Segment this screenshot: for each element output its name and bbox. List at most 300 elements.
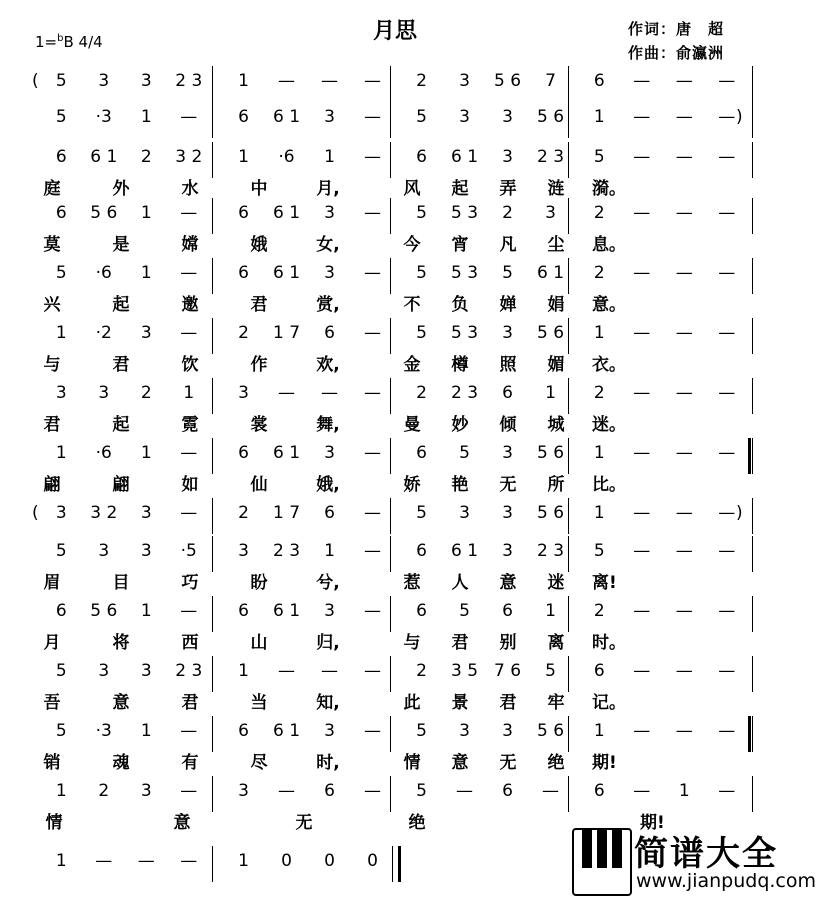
lyric-syllable: 情 — [45, 813, 63, 833]
sustain-dash: — — [718, 71, 736, 91]
composer-credit: 作曲：俞瀛洲 — [628, 44, 725, 62]
score-row — [0, 382, 790, 444]
note: 6 — [238, 203, 249, 223]
bar-line — [212, 846, 213, 882]
lyric-syllable: 起 — [112, 415, 130, 435]
bar-line — [390, 66, 391, 102]
bar-line — [752, 198, 753, 234]
song-title: 月思 — [372, 19, 417, 44]
lyric-syllable: 漪。 — [592, 179, 626, 199]
note: 3 — [140, 781, 152, 801]
lyric-syllable: 弄 — [499, 179, 517, 199]
key-signature — [35, 33, 103, 51]
score-row — [0, 262, 790, 324]
bar-line — [390, 498, 391, 534]
lyric-syllable: 兴 — [43, 295, 61, 315]
note: 1 — [593, 323, 605, 343]
sustain-dash: — — [278, 71, 295, 91]
note: 2 — [416, 661, 427, 681]
lyric-syllable: 离 — [547, 633, 565, 653]
note: 5 — [416, 781, 427, 801]
bar-line — [212, 142, 213, 178]
sustain-dash: — — [364, 541, 381, 561]
sustain-dash: — — [718, 323, 736, 343]
note: 5 — [416, 107, 427, 127]
lyric-syllable: 裳 — [250, 415, 268, 435]
sustain-dash: — — [718, 721, 736, 741]
lyric-syllable: 君 — [499, 693, 517, 713]
lyric-syllable: 西 — [181, 633, 199, 653]
note: 2 3 — [272, 541, 301, 561]
note: 5 3 — [450, 323, 479, 343]
note: 6 1 — [272, 721, 301, 741]
lyric-syllable: 期! — [592, 753, 617, 773]
note: 3 — [98, 71, 110, 91]
sustain-dash: — — [675, 601, 693, 621]
note: 5 — [55, 721, 67, 741]
note: 7 6 — [493, 661, 522, 681]
lyric-syllable: 比。 — [592, 475, 626, 495]
piano-keys-icon — [572, 828, 632, 896]
note: 3 — [459, 721, 470, 741]
lyric-syllable: 城 — [547, 415, 565, 435]
note: 3 — [324, 107, 335, 127]
lyric-syllable: 艳 — [451, 475, 469, 495]
lyric-syllable: 人 — [451, 573, 469, 593]
sustain-dash: — — [180, 781, 198, 801]
note: 3 — [502, 147, 513, 167]
note: 2 3 — [175, 661, 203, 681]
lyric-syllable: 起 — [451, 179, 469, 199]
note: 1 — [183, 383, 195, 403]
lyric-syllable: 娟 — [547, 295, 565, 315]
note: 5 — [416, 323, 427, 343]
note: ·6 — [278, 147, 295, 167]
sustain-dash: — — [718, 107, 736, 127]
note: 5 6 — [536, 107, 565, 127]
sustain-dash: — — [675, 383, 693, 403]
sustain-dash: — — [364, 721, 381, 741]
paren-open: ( — [32, 71, 39, 91]
note: 3 — [98, 661, 110, 681]
lyric-syllable: 无 — [295, 813, 313, 833]
sustain-dash: — — [675, 263, 693, 283]
lyric-syllable: 意。 — [592, 295, 626, 315]
note: 3 — [238, 781, 249, 801]
lyric-syllable: 别 — [499, 633, 517, 653]
bar-line — [390, 776, 391, 812]
bar-line — [212, 536, 213, 572]
note: 5 — [502, 263, 513, 283]
note: 3 5 — [450, 661, 479, 681]
sustain-dash: — — [364, 661, 381, 681]
note: 7 — [545, 71, 556, 91]
note: 6 — [55, 147, 67, 167]
sustain-dash: — — [364, 503, 381, 523]
bar-line — [390, 378, 391, 414]
sustain-dash: — — [364, 781, 381, 801]
sustain-dash: — — [718, 383, 736, 403]
note: 2 — [140, 147, 152, 167]
lyric-syllable: 妙 — [451, 415, 469, 435]
lyric-syllable: 赏, — [316, 295, 340, 315]
bar-line — [212, 656, 213, 692]
note: 2 — [98, 781, 110, 801]
note: 2 — [502, 203, 513, 223]
bar-line — [752, 378, 753, 414]
lyric-syllable: 娥 — [250, 235, 268, 255]
lyric-syllable: 迷。 — [592, 415, 626, 435]
lyric-syllable: 当 — [250, 693, 268, 713]
bar-line — [568, 378, 569, 414]
sustain-dash: — — [321, 71, 338, 91]
note: 1 — [140, 203, 152, 223]
bar-line — [568, 776, 569, 812]
bar-line — [212, 716, 213, 752]
note: 6 — [55, 203, 67, 223]
sustain-dash: — — [675, 661, 693, 681]
lyric-syllable: 归, — [316, 633, 340, 653]
lyric-syllable: 风 — [403, 179, 421, 199]
note: 6 1 — [536, 263, 565, 283]
lyric-syllable: 水 — [181, 179, 199, 199]
bar-line — [752, 536, 753, 572]
sustain-dash: — — [633, 503, 651, 523]
sustain-dash: — — [321, 383, 338, 403]
bar-line — [212, 776, 213, 812]
note: 6 — [238, 721, 249, 741]
lyric-syllable: 有 — [181, 753, 199, 773]
note: 6 1 — [272, 263, 301, 283]
lyric-syllable: 知, — [316, 693, 340, 713]
bar-line — [568, 536, 569, 572]
note: 6 — [593, 781, 605, 801]
note: 3 — [98, 541, 110, 561]
bar-line — [390, 142, 391, 178]
note: 3 — [324, 263, 335, 283]
note: ·5 — [180, 541, 197, 561]
score-row — [0, 202, 790, 264]
note: 5 — [416, 503, 427, 523]
sustain-dash: — — [718, 443, 736, 463]
note: 3 — [140, 503, 152, 523]
note: 2 — [238, 503, 249, 523]
note: 2 — [593, 263, 605, 283]
note: 3 — [459, 71, 470, 91]
note: 2 3 — [175, 71, 203, 91]
note: 3 — [502, 323, 513, 343]
note: 2 — [238, 323, 249, 343]
lyric-syllable: 樽 — [451, 355, 469, 375]
bar-line — [568, 66, 569, 102]
lyric-syllable: 欢, — [316, 355, 340, 375]
lyric-syllable: 尽 — [250, 753, 268, 773]
lyric-syllable: 所 — [547, 475, 565, 495]
lyric-syllable: 吾 — [43, 693, 61, 713]
note: 1 — [593, 443, 605, 463]
lyric-syllable: 中 — [250, 179, 268, 199]
note: 3 — [459, 503, 470, 523]
bar-line — [568, 102, 569, 138]
score-row — [0, 720, 790, 782]
note: 6 1 — [272, 107, 301, 127]
key-flat: b — [57, 33, 64, 44]
note: 5 — [55, 661, 67, 681]
note: 6 1 — [450, 541, 479, 561]
note: 5 6 — [536, 323, 565, 343]
note: 1 — [324, 147, 335, 167]
note: 1 — [238, 147, 249, 167]
note: 5 — [55, 263, 67, 283]
note: 5 6 — [90, 601, 118, 621]
note: 5 — [416, 721, 427, 741]
note: 1 — [140, 107, 152, 127]
sustain-dash: — — [718, 503, 736, 523]
note: 3 2 — [175, 147, 203, 167]
sustain-dash: — — [364, 383, 381, 403]
lyric-syllable: 君 — [43, 415, 61, 435]
note: 3 — [502, 721, 513, 741]
sustain-dash: — — [180, 851, 198, 871]
note: 5 — [593, 147, 605, 167]
note: 2 — [416, 383, 427, 403]
sustain-dash: — — [633, 71, 651, 91]
sustain-dash: — — [633, 263, 651, 283]
sustain-dash: — — [278, 661, 295, 681]
note: 6 — [416, 541, 427, 561]
note: 5 3 — [450, 203, 479, 223]
lyric-syllable: 今 — [403, 235, 421, 255]
note: 6 1 — [272, 203, 301, 223]
sustain-dash: — — [633, 781, 651, 801]
score-row — [0, 660, 790, 722]
logo-text: 简谱大全 — [634, 834, 778, 874]
sustain-dash: — — [180, 601, 198, 621]
lyric-syllable: 迷 — [547, 573, 565, 593]
sustain-dash: — — [364, 323, 381, 343]
lyric-syllable: 饮 — [181, 355, 199, 375]
note: 1 — [140, 721, 152, 741]
sustain-dash: — — [633, 541, 651, 561]
note: 1 — [55, 851, 67, 871]
lyric-syllable: 意 — [173, 813, 191, 833]
lyric-syllable: 君 — [451, 633, 469, 653]
score-row — [0, 540, 790, 602]
bar-line — [568, 596, 569, 632]
lyric-syllable: 无 — [499, 475, 517, 495]
bar-line — [752, 716, 753, 752]
note: 2 — [140, 383, 152, 403]
sustain-dash: — — [675, 541, 693, 561]
note: 5 — [593, 541, 605, 561]
lyric-syllable: 作 — [250, 355, 268, 375]
sustain-dash: — — [633, 383, 651, 403]
lyric-syllable: 此 — [403, 693, 421, 713]
sustain-dash: — — [675, 503, 693, 523]
note: 6 1 — [272, 601, 301, 621]
lyric-syllable: 月, — [316, 179, 340, 199]
lyric-syllable: 魂 — [112, 753, 130, 773]
note: 1 — [55, 781, 67, 801]
note: 1 — [238, 851, 249, 871]
bar-line — [212, 102, 213, 138]
note: 1 — [140, 443, 152, 463]
sustain-dash: — — [180, 323, 198, 343]
sustain-dash: — — [675, 443, 693, 463]
lyric-syllable: 意 — [499, 573, 517, 593]
lyric-syllable: 目 — [112, 573, 130, 593]
bar-line — [390, 536, 391, 572]
lyric-syllable: 情 — [403, 753, 421, 773]
bar-line — [568, 438, 569, 474]
note: 3 — [238, 541, 249, 561]
lyric-syllable: 意 — [112, 693, 130, 713]
score-row — [0, 600, 790, 662]
lyric-syllable: 意 — [451, 753, 469, 773]
note: 3 — [502, 107, 513, 127]
bar-line — [752, 656, 753, 692]
note: 3 — [502, 541, 513, 561]
sustain-dash: — — [633, 323, 651, 343]
lyric-syllable: 衣。 — [592, 355, 626, 375]
sustain-dash: — — [542, 781, 559, 801]
note: 2 — [416, 71, 427, 91]
note: 0 — [281, 851, 292, 871]
bar-line — [752, 142, 753, 178]
lyric-syllable: 娇 — [403, 475, 421, 495]
lyric-syllable: 婵 — [499, 295, 517, 315]
bar-line — [752, 102, 753, 138]
lyric-syllable: 盼 — [250, 573, 268, 593]
sustain-dash: — — [364, 203, 381, 223]
sustain-dash: — — [675, 71, 693, 91]
note: 5 — [416, 263, 427, 283]
lyric-syllable: 巧 — [181, 573, 199, 593]
note: 3 — [502, 503, 513, 523]
note: 6 — [593, 661, 605, 681]
note: 1 — [140, 601, 152, 621]
note: 5 — [55, 541, 67, 561]
note: 0 — [367, 851, 378, 871]
sustain-dash: — — [675, 721, 693, 741]
bar-line — [752, 258, 753, 294]
lyric-syllable: 宵 — [451, 235, 469, 255]
sustain-dash: — — [633, 601, 651, 621]
bar-line — [752, 498, 753, 534]
sustain-dash: — — [137, 851, 155, 871]
sustain-dash: — — [278, 781, 295, 801]
sustain-dash: — — [718, 203, 736, 223]
bar-line — [212, 198, 213, 234]
note: 3 — [98, 383, 110, 403]
note: 6 — [502, 601, 513, 621]
lyric-syllable: 君 — [181, 693, 199, 713]
lyric-syllable: 负 — [451, 295, 469, 315]
paren-close: ) — [736, 503, 743, 523]
sustain-dash: — — [633, 661, 651, 681]
lyric-syllable: 外 — [112, 179, 130, 199]
sustain-dash: — — [180, 503, 198, 523]
bar-line — [568, 656, 569, 692]
note: 5 3 — [450, 263, 479, 283]
lyric-syllable: 凡 — [499, 235, 517, 255]
note: 3 — [140, 541, 152, 561]
lyric-syllable: 翩 — [112, 475, 130, 495]
note: 1 — [324, 541, 335, 561]
note: ·2 — [95, 323, 112, 343]
note: 2 — [593, 203, 605, 223]
note: 1 — [593, 107, 605, 127]
bar-line — [212, 258, 213, 294]
note: 5 6 — [90, 203, 118, 223]
note: 3 — [502, 443, 513, 463]
note: ·3 — [95, 107, 112, 127]
bar-line — [390, 438, 391, 474]
sustain-dash: — — [718, 263, 736, 283]
sustain-dash: — — [675, 107, 693, 127]
note: 1 — [55, 323, 67, 343]
sustain-dash: — — [718, 601, 736, 621]
bar-line — [568, 198, 569, 234]
note: 5 6 — [536, 443, 565, 463]
note: 3 — [324, 443, 335, 463]
note: 3 — [140, 71, 152, 91]
sustain-dash: — — [675, 203, 693, 223]
lyric-syllable: 娥, — [316, 475, 340, 495]
lyric-syllable: 君 — [112, 355, 130, 375]
note: 5 — [416, 203, 427, 223]
note: 1 — [238, 71, 249, 91]
note: ·6 — [95, 443, 112, 463]
lyric-syllable: 将 — [112, 633, 130, 653]
paren-open: ( — [32, 503, 39, 523]
paren-close: ) — [736, 107, 743, 127]
lyric-syllable: 君 — [250, 295, 268, 315]
lyric-syllable: 息。 — [592, 235, 626, 255]
bar-line — [568, 318, 569, 354]
note: 1 — [545, 383, 556, 403]
note: 3 — [324, 601, 335, 621]
note: 6 — [593, 71, 605, 91]
sustain-dash: — — [633, 107, 651, 127]
note: 6 — [502, 781, 513, 801]
lyric-syllable: 翩 — [43, 475, 61, 495]
note: 3 — [55, 383, 67, 403]
lyric-syllable: 景 — [451, 693, 469, 713]
bar-line — [212, 378, 213, 414]
note: 3 — [324, 721, 335, 741]
sustain-dash: — — [364, 71, 381, 91]
bar-line — [390, 596, 391, 632]
sustain-dash: — — [718, 541, 736, 561]
bar-line — [390, 318, 391, 354]
bar-line — [390, 258, 391, 294]
note: 3 — [140, 323, 152, 343]
sustain-dash: — — [364, 107, 381, 127]
note: 6 — [238, 107, 249, 127]
lyric-syllable: 眉 — [43, 573, 61, 593]
double-bar-line — [748, 438, 751, 474]
note: 2 3 — [536, 541, 565, 561]
note: 1 7 — [272, 503, 301, 523]
sustain-dash: — — [364, 443, 381, 463]
note: 5 6 — [493, 71, 522, 91]
note: 6 — [324, 503, 335, 523]
note: 1 — [593, 721, 605, 741]
note: 6 — [502, 383, 513, 403]
bar-line — [212, 596, 213, 632]
note: 5 6 — [536, 503, 565, 523]
